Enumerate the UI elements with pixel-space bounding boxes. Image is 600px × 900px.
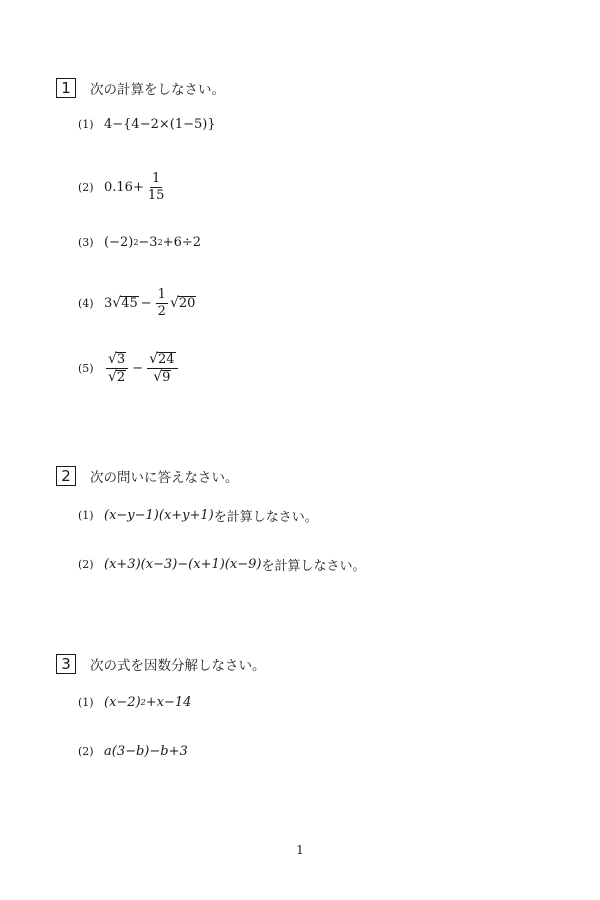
expr-term: +6÷2 bbox=[162, 235, 201, 250]
problem-1-1 bbox=[78, 117, 216, 132]
radicand: 9 bbox=[162, 370, 171, 386]
section-number-box: 2 bbox=[56, 466, 76, 486]
problem-label: (1) bbox=[78, 118, 94, 131]
radical-sign-icon: √ bbox=[108, 351, 117, 367]
radicand: 3 bbox=[116, 352, 126, 367]
problem-3-2 bbox=[78, 744, 188, 759]
expr-term: (x−2) bbox=[104, 695, 141, 710]
fraction-numerator: 1 bbox=[150, 172, 162, 188]
radicand: 24 bbox=[158, 352, 175, 367]
section-number-box: 1 bbox=[56, 78, 76, 98]
section-1-header bbox=[56, 78, 225, 98]
operator: − bbox=[132, 361, 144, 377]
square-root bbox=[153, 370, 171, 385]
problem-expression: 4−{4−2×(1−5)} bbox=[104, 117, 216, 132]
problem-expression bbox=[104, 352, 180, 386]
problem-expression: a(3−b)−b+3 bbox=[104, 744, 188, 759]
problem-2-1 bbox=[78, 506, 318, 525]
problem-label: (2) bbox=[78, 745, 94, 758]
problem-expression bbox=[104, 172, 168, 204]
fraction-denominator: 15 bbox=[147, 188, 165, 204]
square-root bbox=[112, 296, 138, 311]
problem-label: (1) bbox=[78, 509, 94, 522]
expr-term: 0.16+ bbox=[104, 180, 144, 196]
square-root bbox=[170, 296, 196, 311]
problem-label: (1) bbox=[78, 696, 94, 709]
radicand: 20 bbox=[178, 296, 196, 312]
square-root bbox=[108, 352, 126, 367]
problem-1-5 bbox=[78, 352, 180, 386]
radicand: 45 bbox=[121, 296, 138, 312]
problem-1-3 bbox=[78, 235, 201, 250]
problem-label: (2) bbox=[78, 558, 94, 571]
radical-sign-icon: √ bbox=[149, 351, 159, 367]
expr-term: (−2) bbox=[104, 235, 134, 250]
radicand: 2 bbox=[116, 370, 126, 386]
fraction-numerator: 1 bbox=[156, 288, 168, 304]
radical-sign-icon: √ bbox=[112, 295, 122, 312]
fraction bbox=[156, 288, 168, 320]
page-number: 1 bbox=[296, 843, 304, 857]
square-root bbox=[108, 370, 126, 385]
problem-label: (4) bbox=[78, 297, 94, 311]
problem-1-2 bbox=[78, 172, 168, 204]
radical-sign-icon: √ bbox=[169, 295, 179, 312]
section-title: 次の式を因数分解しなさい。 bbox=[90, 658, 266, 674]
expr-term: (x+3)(x−3)−(x+1)(x−9) bbox=[104, 557, 262, 572]
fraction bbox=[146, 172, 167, 204]
square-root bbox=[149, 352, 175, 367]
problem-expression: (x−2) 2 +x−14 bbox=[104, 695, 192, 710]
fraction-denominator: 2 bbox=[157, 304, 166, 320]
section-title: 次の計算をしなさい。 bbox=[90, 82, 225, 98]
fraction-denominator bbox=[151, 369, 173, 385]
problem-1-4 bbox=[78, 288, 196, 320]
instruction-text: を計算しなさい。 bbox=[261, 559, 366, 574]
fraction-numerator bbox=[147, 352, 177, 369]
problem-expression: (−2) 2 −3 2 +6÷2 bbox=[104, 235, 201, 250]
problem-expression bbox=[104, 506, 318, 525]
problem-2-2 bbox=[78, 555, 365, 574]
coefficient: 3 bbox=[104, 296, 113, 312]
problem-label: (3) bbox=[78, 236, 94, 249]
radical-sign-icon: √ bbox=[108, 369, 117, 386]
fraction-denominator bbox=[106, 369, 128, 385]
problem-label: (2) bbox=[78, 181, 94, 195]
fraction bbox=[106, 352, 128, 386]
section-3-header bbox=[56, 654, 266, 674]
section-title: 次の問いに答えなさい。 bbox=[90, 470, 239, 486]
fraction-numerator bbox=[106, 352, 128, 369]
operator: − bbox=[140, 296, 152, 312]
problem-expression bbox=[104, 555, 365, 574]
fraction bbox=[147, 352, 177, 386]
problem-3-1 bbox=[78, 695, 191, 710]
section-2-header bbox=[56, 466, 239, 486]
instruction-text: を計算しなさい。 bbox=[213, 510, 318, 525]
section-number-box: 3 bbox=[56, 654, 76, 674]
expr-term: −3 bbox=[138, 235, 158, 250]
problem-label: (5) bbox=[78, 362, 94, 376]
expr-term: +x−14 bbox=[145, 695, 192, 710]
problem-expression bbox=[104, 288, 196, 320]
expr-term: (x−y−1)(x+y+1) bbox=[104, 508, 214, 523]
radical-sign-icon: √ bbox=[153, 369, 163, 386]
